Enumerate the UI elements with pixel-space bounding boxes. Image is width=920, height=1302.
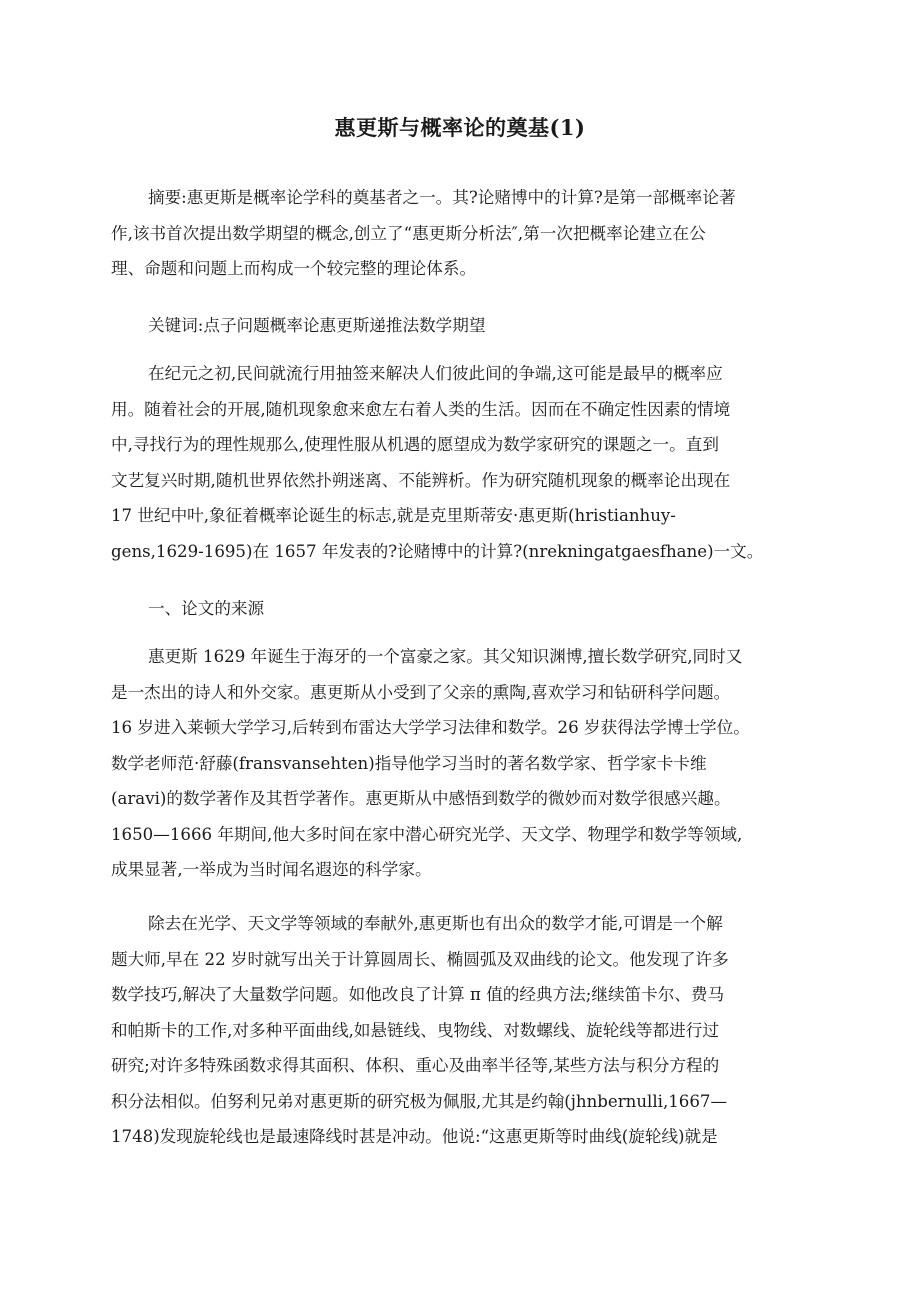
biography-line: 是一杰出的诗人和外交家。惠更斯从小受到了父亲的熏陶,喜欢学习和钻研科学问题。: [111, 682, 731, 702]
abstract-line: 作,该书首次提出数学期望的概念,创立了“惠更斯分析法″,第一次把概率论建立在公: [111, 223, 706, 243]
intro-line: 用。随着社会的开展,随机现象愈来愈左右着人类的生活。因而在不确定性因素的情境: [111, 399, 731, 419]
abstract-line: 摘要:惠更斯是概率论学科的奠基者之一。其?论赌博中的计算?是第一部概率论著: [148, 188, 736, 207]
biography-line: 惠更斯 1629 年诞生于海牙的一个富豪之家。其父知识渊博,擅长数学研究,同时又: [148, 647, 743, 666]
section-heading: 一、论文的来源: [148, 599, 265, 618]
biography-line: 成果显著,一举成为当时闻名遐迩的科学家。: [111, 860, 432, 879]
mathematics-line: 1748)发现旋轮线也是最速降线时甚是冲动。他说:“这惠更斯等时曲线(旋轮线)就是: [111, 1127, 718, 1146]
intro-line: 17 世纪中叶,象征着概率论诞生的标志,就是克里斯蒂安·惠更斯(hristianhuy-: [111, 506, 676, 525]
biography-line: 16 岁进入莱顿大学学习,后转到布雷达大学学习法律和数学。26 岁获得法学博士学位。: [111, 718, 750, 737]
mathematics-line: 数学技巧,解决了大量数学问题。如他改良了计算 π 值的经典方法;继续笛卡尔、费马: [111, 985, 725, 1004]
biography-line: 1650—1666 年期间,他大多时间在家中潜心研究光学、天文学、物理学和数学等领域,: [111, 824, 743, 844]
mathematics-line: 和帕斯卡的工作,对多种平面曲线,如悬链线、曳物线、对数螺线、旋轮线等都进行过: [111, 1020, 719, 1040]
abstract-paragraph: [111, 180, 811, 287]
abstract-line: 理、命题和问题上而构成一个较完整的理论体系。: [111, 259, 477, 278]
mathematics-line: 题大师,早在 22 岁时就写出关于计算圆周长、椭圆弧及双曲线的论文。他发现了许多: [111, 949, 729, 969]
intro-paragraph: [111, 356, 811, 569]
mathematics-line: 除去在光学、天文学等领域的奉献外,惠更斯也有出众的数学才能,可谓是一个解: [148, 914, 723, 933]
document-title: 惠更斯与概率论的奠基(1): [334, 115, 586, 140]
mathematics-paragraph: [111, 906, 811, 1155]
intro-line: gens,1629-1695)在 1657 年发表的?论赌博中的计算?(nrekningatgaesfhane)一文。: [111, 541, 764, 561]
keywords-line: 关键词:点子问题概率论惠更斯递推法数学期望: [148, 316, 486, 335]
intro-line: 中,寻找行为的理性规那么,使理性服从机遇的愿望成为数学家研究的课题之一。直到: [111, 435, 719, 454]
mathematics-line: 积分法相似。伯努利兄弟对惠更斯的研究极为佩服,尤其是约翰(jhnbernulli,1667—: [111, 1091, 728, 1111]
biography-paragraph: [111, 639, 811, 888]
biography-line: (aravi)的数学著作及其哲学著作。惠更斯从中感悟到数学的微妙而对数学很感兴趣。: [111, 789, 731, 808]
intro-line: 在纪元之初,民间就流行用抽签来解决人们彼此间的争端,这可能是最早的概率应: [148, 364, 723, 383]
biography-line: 数学老师范·舒藤(fransvansehten)指导他学习当时的著名数学家、哲学家卡卡维: [111, 753, 707, 773]
intro-line: 文艺复兴时期,随机世界依然扑朔迷离、不能辨析。作为研究随机现象的概率论出现在: [111, 470, 731, 490]
mathematics-line: 研究;对许多特殊函数求得其面积、体积、重心及曲率半径等,某些方法与积分方程的: [111, 1056, 720, 1075]
